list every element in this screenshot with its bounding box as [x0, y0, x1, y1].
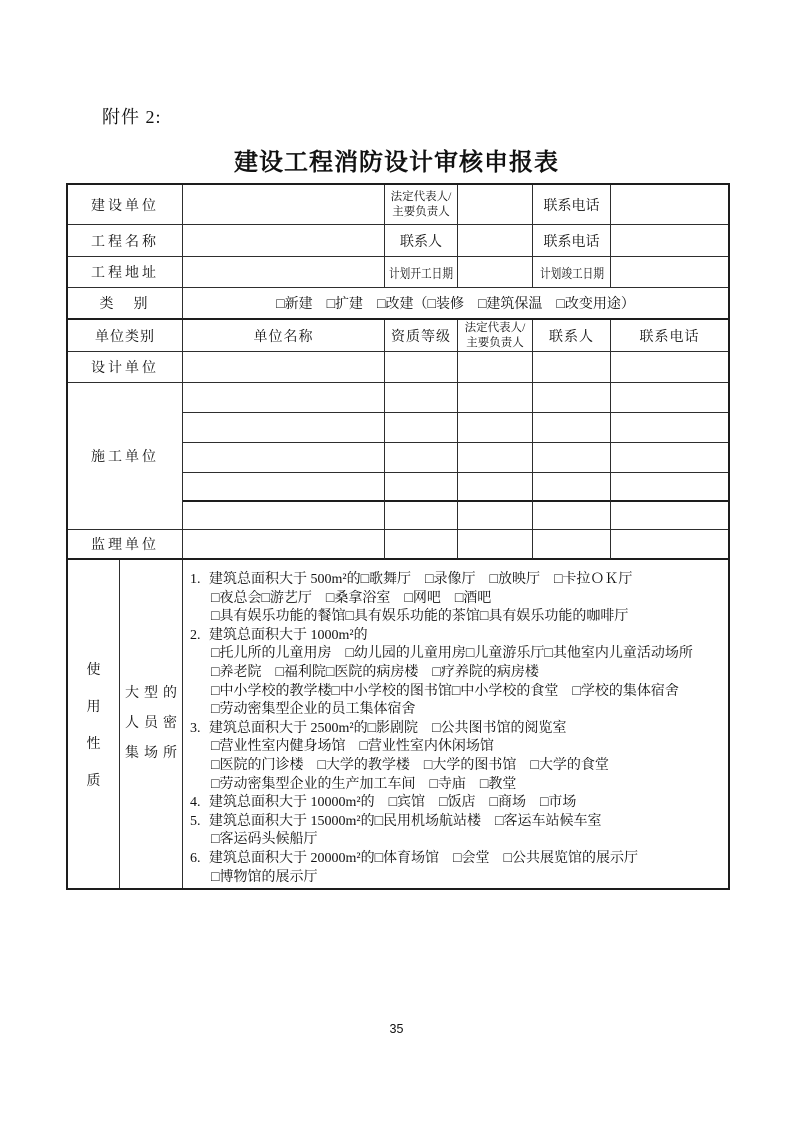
- usage-item-3[interactable]: [188, 720, 722, 739]
- usage-nature-char-1: 使: [86, 662, 101, 678]
- contractor-row4-name-cell[interactable]: [183, 473, 385, 502]
- contractor-row1-contact-cell[interactable]: [533, 383, 611, 413]
- crowded-places-line-1: 大型的: [125, 686, 182, 701]
- usage-item-6-number: 6.: [190, 850, 201, 866]
- client-phone-label: 联系电话: [533, 185, 611, 225]
- contact-person-value-cell[interactable]: [458, 225, 533, 257]
- usage-item-5-number: 5.: [190, 813, 201, 829]
- crowded-places-line-2: 人员密: [125, 716, 182, 731]
- design-unit-name-cell[interactable]: [183, 352, 385, 383]
- contractor-row1-legal-rep-cell[interactable]: [458, 383, 533, 413]
- contractor-row2-qualification-cell[interactable]: [385, 413, 458, 443]
- usage-item-1-line-1: 建筑总面积大于 500m²的□歌舞厅 □录像厅 □放映厅 □卡拉ＯＫ厅: [209, 572, 633, 587]
- qualification-header: 资质等级: [385, 320, 458, 352]
- usage-item-5-line-2[interactable]: □客运码头候船厅: [211, 832, 318, 848]
- usage-item-3-line-2[interactable]: □营业性室内健身场馆 □营业性室内休闲场馆: [211, 739, 494, 755]
- contractor-row5-phone-cell[interactable]: [611, 502, 728, 530]
- category-options[interactable]: □新建 □扩建 □改建（□装修 □建筑保温 □改变用途）: [183, 288, 728, 320]
- usage-item-2-line-4[interactable]: □中小学校的教学楼□中小学校的图书馆□中小学校的食堂 □学校的集体宿舍: [211, 683, 679, 699]
- design-unit-qualification-cell[interactable]: [385, 352, 458, 383]
- contractor-row3-legal-rep-cell[interactable]: [458, 443, 533, 473]
- usage-item-5-line-1: 建筑总面积大于 15000m²的□民用机场航站楼 □客运车站候车室: [209, 813, 602, 829]
- category-label: 类 别: [68, 288, 183, 320]
- supervision-unit-phone-cell[interactable]: [611, 530, 728, 560]
- page-title: 建设工程消防设计审核申报表: [234, 149, 559, 176]
- attachment-label: 附件 2:: [102, 107, 162, 127]
- supervision-unit-label: 监理单位: [68, 530, 183, 560]
- design-unit-legal-rep-cell[interactable]: [458, 352, 533, 383]
- usage-item-2-line-2[interactable]: □托儿所的儿童用房 □幼儿园的儿童用房□儿童游乐厅□其他室内儿童活动场所: [211, 646, 693, 662]
- usage-item-2-line-5[interactable]: □劳动密集型企业的员工集体宿舍: [211, 702, 416, 718]
- planned-start-date-text: 计划开工日期: [389, 265, 453, 281]
- contractor-row2-legal-rep-cell[interactable]: [458, 413, 533, 443]
- usage-item-2-line-3[interactable]: □养老院 □福利院□医院的病房楼 □疗养院的病房楼: [211, 664, 539, 680]
- contractor-row2-name-cell[interactable]: [183, 413, 385, 443]
- planned-completion-date-label: [533, 257, 611, 288]
- usage-item-2[interactable]: [188, 627, 722, 646]
- usage-item-6-line-2[interactable]: □博物馆的展示厅: [211, 869, 318, 885]
- usage-item-4-line-1: 建筑总面积大于 10000m²的 □宾馆 □饭店 □商场 □市场: [209, 795, 577, 811]
- unit-legal-rep-header: 法定代表人/主要负责人: [458, 320, 533, 352]
- legal-rep-value-cell[interactable]: [458, 185, 533, 225]
- usage-nature-label: [68, 560, 120, 888]
- usage-item-1-line-3[interactable]: □具有娱乐功能的餐馆□具有娱乐功能的茶馆□具有娱乐功能的咖啡厅: [211, 609, 629, 625]
- usage-item-1-number: 1.: [190, 572, 201, 587]
- usage-nature-char-2: 用: [86, 699, 101, 715]
- contact-phone-label: 联系电话: [533, 225, 611, 257]
- contractor-row3-name-cell[interactable]: [183, 443, 385, 473]
- contractor-row1-name-cell[interactable]: [183, 383, 385, 413]
- project-name-label: 工程名称: [68, 225, 183, 257]
- usage-nature-char-3: 性: [86, 736, 101, 752]
- usage-item-4-number: 4.: [190, 795, 201, 811]
- construction-client-label: 建设单位: [68, 185, 183, 225]
- page-number: 35: [389, 1022, 404, 1036]
- usage-item-3-line-1: 建筑总面积大于 2500m²的□影剧院 □公共图书馆的阅览室: [209, 720, 567, 736]
- unit-phone-header: 联系电话: [611, 320, 728, 352]
- usage-item-5[interactable]: [188, 813, 722, 832]
- contractor-row3-phone-cell[interactable]: [611, 443, 728, 473]
- contractor-row4-contact-cell[interactable]: [533, 473, 611, 502]
- usage-item-1[interactable]: [188, 571, 722, 590]
- contractor-row2-contact-cell[interactable]: [533, 413, 611, 443]
- contractor-row1-phone-cell[interactable]: [611, 383, 728, 413]
- contractor-row5-name-cell[interactable]: [183, 502, 385, 530]
- usage-checklist: [183, 560, 728, 888]
- planned-start-date-value-cell[interactable]: [458, 257, 533, 288]
- client-phone-value-cell[interactable]: [611, 185, 728, 225]
- usage-item-4[interactable]: [188, 794, 722, 813]
- construction-contractor-label: 施工单位: [68, 383, 183, 530]
- usage-item-2-line-1: 建筑总面积大于 1000m²的: [209, 627, 368, 643]
- usage-nature-char-4: 质: [86, 773, 101, 789]
- crowded-places-line-3: 集场所: [125, 746, 182, 761]
- unit-contact-header: 联系人: [533, 320, 611, 352]
- contractor-row4-phone-cell[interactable]: [611, 473, 728, 502]
- contractor-row5-legal-rep-cell[interactable]: [458, 502, 533, 530]
- planned-completion-date-text: 计划竣工日期: [539, 265, 604, 281]
- supervision-unit-contact-cell[interactable]: [533, 530, 611, 560]
- project-address-label: 工程地址: [68, 257, 183, 288]
- project-name-value-cell[interactable]: [183, 225, 385, 257]
- contractor-row2-phone-cell[interactable]: [611, 413, 728, 443]
- contractor-row3-qualification-cell[interactable]: [385, 443, 458, 473]
- contractor-row4-legal-rep-cell[interactable]: [458, 473, 533, 502]
- unit-type-header: 单位类别: [68, 320, 183, 352]
- supervision-unit-name-cell[interactable]: [183, 530, 385, 560]
- construction-client-value-cell[interactable]: [183, 185, 385, 225]
- design-unit-label: 设计单位: [68, 352, 183, 383]
- contact-person-label: 联系人: [385, 225, 458, 257]
- form-grid: [68, 185, 728, 888]
- planned-completion-date-value-cell[interactable]: [611, 257, 728, 288]
- project-address-value-cell[interactable]: [183, 257, 385, 288]
- planned-start-date-label: [385, 257, 458, 288]
- usage-item-3-line-4[interactable]: □劳动密集型企业的生产加工车间 □寺庙 □教堂: [211, 776, 517, 792]
- supervision-unit-legal-rep-cell[interactable]: [458, 530, 533, 560]
- contractor-row5-qualification-cell[interactable]: [385, 502, 458, 530]
- contractor-row1-qualification-cell[interactable]: [385, 383, 458, 413]
- design-unit-phone-cell[interactable]: [611, 352, 728, 383]
- application-form-table: [66, 183, 730, 890]
- usage-item-1-line-2[interactable]: □夜总会□游艺厅 □桑拿浴室 □网吧 □酒吧: [211, 590, 492, 606]
- contractor-row5-contact-cell[interactable]: [533, 502, 611, 530]
- unit-name-header: 单位名称: [183, 320, 385, 352]
- legal-rep-label: 法定代表人/主要负责人: [385, 185, 458, 225]
- contractor-row3-contact-cell[interactable]: [533, 443, 611, 473]
- usage-item-6[interactable]: [188, 850, 722, 869]
- contractor-row4-qualification-cell[interactable]: [385, 473, 458, 502]
- usage-item-3-line-3[interactable]: □医院的门诊楼 □大学的教学楼 □大学的图书馆 □大学的食堂: [211, 757, 609, 773]
- usage-item-2-number: 2.: [190, 627, 201, 643]
- contact-phone-value-cell[interactable]: [611, 225, 728, 257]
- supervision-unit-qualification-cell[interactable]: [385, 530, 458, 560]
- design-unit-contact-cell[interactable]: [533, 352, 611, 383]
- usage-item-6-line-1: 建筑总面积大于 20000m²的□体育场馆 □会堂 □公共展览馆的展示厅: [209, 850, 638, 866]
- usage-item-3-number: 3.: [190, 720, 201, 736]
- crowded-places-label: [120, 560, 183, 888]
